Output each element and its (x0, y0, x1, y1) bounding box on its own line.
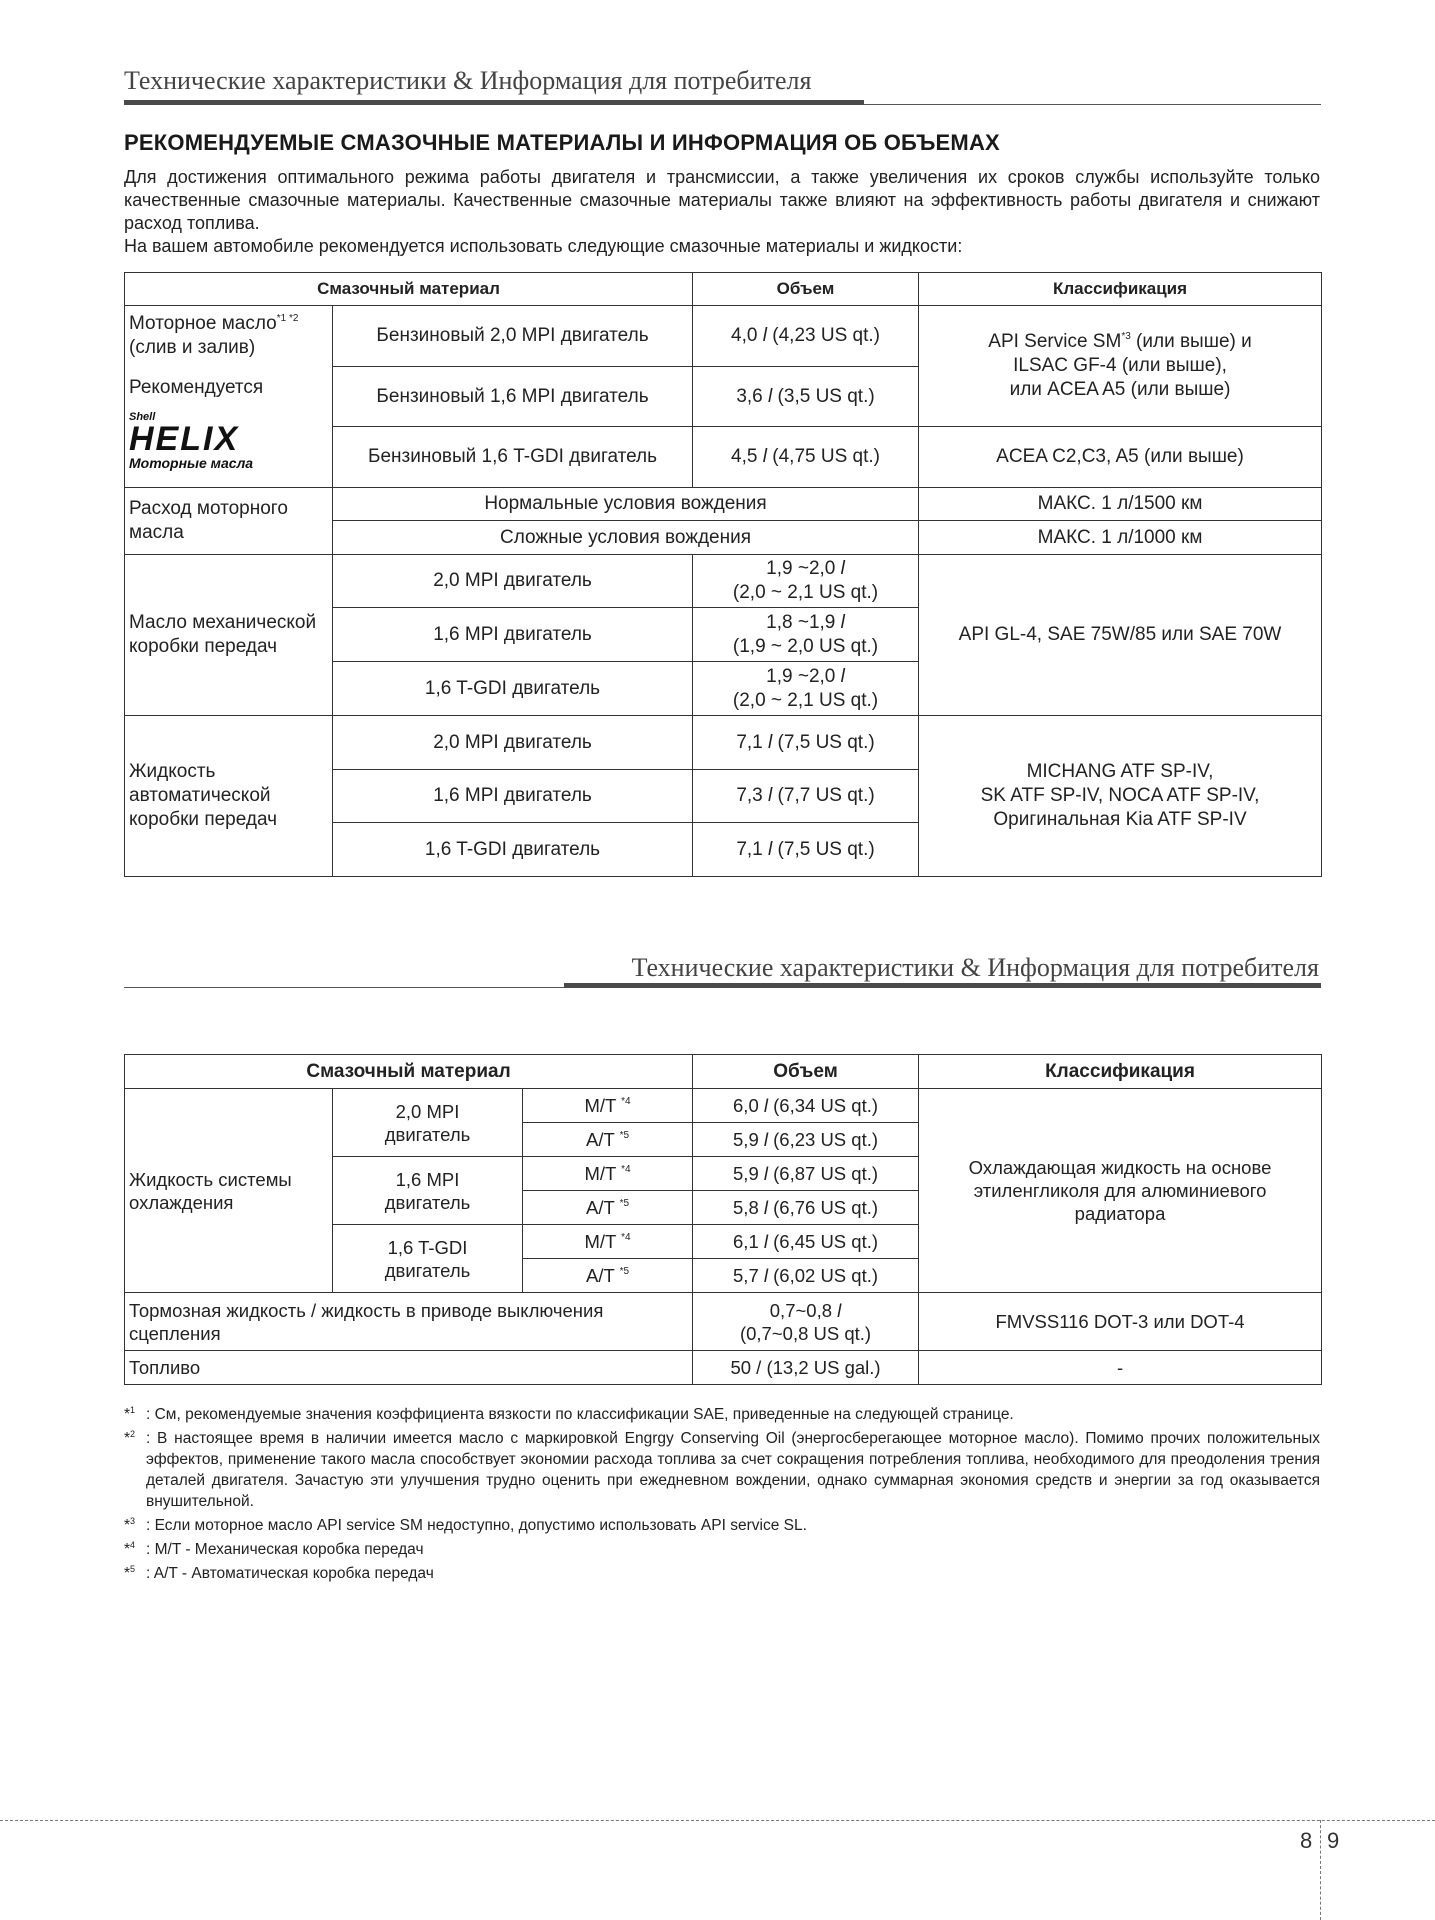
logo-helix-text: HELIX (129, 420, 240, 458)
logo-sub-text: Моторные масла (129, 455, 254, 471)
footnote: *$^3$ : Если моторное масло API service SM недоступно, допустимо использовать API service SL. (124, 1516, 807, 1534)
engine-cell: 1,6 MPI двигатель (333, 1157, 523, 1225)
volume-cell: 4,5 l (4,75 US qt.) (693, 427, 919, 488)
header-mid-rule-thick (564, 983, 1321, 988)
footnote: *$^4$ : M/T - Механическая коробка передач (124, 1540, 424, 1558)
page-header-mid: Технические характеристики & Информация для потребителя (631, 953, 1319, 982)
recommended-label: Рекомендуется (129, 377, 264, 398)
page-trim-line (0, 1820, 1435, 1821)
engine-cell: 1,6 MPI двигатель (333, 608, 693, 662)
intro-text (124, 166, 1320, 258)
volume-cell: 3,6 l (3,5 US qt.) (693, 367, 919, 427)
volume-cell: 50 / (13,2 US gal.) (693, 1351, 919, 1385)
intro-paragraph: Для достижения оптимального режима работы двигателя и трансмиссии, а также увеличения их сроков службы используйте только качественные смазочные материалы. Качественные смазочные материалы также влияют на эффективность работы двигателя и снижают расход топлива. (124, 167, 1320, 233)
condition-cell: Нормальные условия вождения (333, 488, 919, 521)
consumption-value: МАКС. 1 л/1500 км (919, 488, 1322, 521)
volume-cell: 7,3 l (7,7 US qt.) (693, 770, 919, 823)
table-row (125, 1293, 1322, 1351)
fuel-label: Топливо (125, 1351, 693, 1385)
classification-cell: API GL-4, SAE 75W/85 или SAE 70W (919, 555, 1322, 716)
manual-trans-label: Масло механической коробки передач (125, 555, 333, 716)
lubricants-table (124, 272, 1322, 877)
volume-cell: 4,0 l (4,23 US qt.) (693, 306, 919, 367)
engine-cell: 1,6 T-GDI двигатель (333, 1225, 523, 1293)
engine-cell: 1,6 T-GDI двигатель (333, 823, 693, 877)
page-header-top: Технические характеристики & Информация для потребителя (124, 66, 812, 95)
volume-cell: 5,9 l (6,23 US qt.) (693, 1123, 919, 1157)
brake-fluid-label: Тормозная жидкость / жидкость в приводе выключения сцепления (125, 1293, 693, 1351)
trans-cell: M/T $^{*4}$ (523, 1225, 693, 1259)
volume-cell: 1,8 ~1,9 l (1,9 ~ 2,0 US qt.) (693, 608, 919, 662)
condition-cell: Сложные условия вождения (333, 521, 919, 555)
trans-cell: M/T $^{*4}$ (523, 1157, 693, 1191)
volume-cell: 5,7 l (6,02 US qt.) (693, 1259, 919, 1293)
auto-trans-label: Жидкость автоматической коробки передач (125, 716, 333, 877)
page-chapter: 8 (1300, 1828, 1313, 1853)
trans-cell: A/T $^{*5}$ (523, 1191, 693, 1225)
volume-cell: 6,0 l (6,34 US qt.) (693, 1089, 919, 1123)
shell-helix-logo (129, 412, 279, 471)
trans-cell: A/T $^{*5}$ (523, 1123, 693, 1157)
engine-oil-label-2: (слив и залив) (129, 337, 256, 358)
volume-cell: 1,9 ~2,0 l (2,0 ~ 2,1 US qt.) (693, 555, 919, 608)
header-top-rule-thin (864, 104, 1321, 105)
col-header-volume: Объем (693, 1055, 919, 1089)
consumption-label: Расход моторного масла (125, 488, 333, 555)
trans-cell: A/T $^{*5}$ (523, 1259, 693, 1293)
engine-oil-label: Моторное масло$^{*1 *2}$ (129, 313, 299, 334)
engine-oil-label-cell (125, 306, 333, 488)
col-header-lubricant: Смазочный материал (125, 1055, 693, 1089)
trans-cell: M/T $^{*4}$ (523, 1089, 693, 1123)
footnote: *$^2$ : В настоящее время в наличии имеется масло с маркировкой Engrgy Conserving Oil (энергосберегающее моторное масло). Помимо прочих положительных эффектов, применение такого масла способствует экономии расхода топлива за счет сокращения потребления топлива, необходимого для преодоления трения деталей двигателя. Зачастую эти улучшения трудно оценить при ежедневном вождении, однако суммарная экономия средств и энергии за год оказывается внушительной. (124, 1429, 1320, 1510)
col-header-classification: Классификация (919, 273, 1322, 306)
logo-shell-text: Shell (129, 411, 156, 423)
fluids-table (124, 1054, 1322, 1385)
volume-cell: 5,8 l (6,76 US qt.) (693, 1191, 919, 1225)
engine-cell: Бензиновый 1,6 T-GDI двигатель (333, 427, 693, 488)
engine-cell: 2,0 MPI двигатель (333, 1089, 523, 1157)
col-header-lubricant: Смазочный материал (125, 273, 693, 306)
engine-cell: Бензиновый 2,0 MPI двигатель (333, 306, 693, 367)
page-number: 9 (1327, 1828, 1340, 1853)
consumption-value: МАКС. 1 л/1000 км (919, 521, 1322, 555)
classification-cell: MICHANG ATF SP-IV, SK ATF SP-IV, NOCA ATF SP-IV, Оригинальная Kia ATF SP-IV (919, 716, 1322, 877)
page-title: РЕКОМЕНДУЕМЫЕ СМАЗОЧНЫЕ МАТЕРИАЛЫ И ИНФОРМАЦИЯ ОБ ОБЪЕМАХ (124, 130, 1000, 155)
volume-cell: 7,1 l (7,5 US qt.) (693, 823, 919, 877)
engine-cell: 2,0 MPI двигатель (333, 555, 693, 608)
table-row (125, 1089, 1322, 1123)
classification-cell: API Service SM$^{*3}$ (или выше) и ILSAC GF-4 (или выше), или ACEA A5 (или выше) (919, 306, 1322, 427)
table-row (125, 1351, 1322, 1385)
classification-cell: - (919, 1351, 1322, 1385)
table-row (125, 488, 1322, 521)
table-row (125, 716, 1322, 770)
header-top-rule-thick (124, 100, 864, 105)
classification-cell: Охлаждающая жидкость на основе этиленгликоля для алюминиевого радиатора (919, 1089, 1322, 1293)
volume-cell: 6,1 l (6,45 US qt.) (693, 1225, 919, 1259)
coolant-label: Жидкость системы охлаждения (125, 1089, 333, 1293)
engine-cell: 1,6 T-GDI двигатель (333, 662, 693, 716)
footnotes (124, 1404, 1320, 1587)
volume-cell: 1,9 ~2,0 l (2,0 ~ 2,1 US qt.) (693, 662, 919, 716)
engine-cell: 1,6 MPI двигатель (333, 770, 693, 823)
volume-cell: 5,9 l (6,87 US qt.) (693, 1157, 919, 1191)
col-header-volume: Объем (693, 273, 919, 306)
header-mid-rule-thin (124, 987, 564, 988)
col-header-classification: Классификация (919, 1055, 1322, 1089)
table-row (125, 306, 1322, 367)
classification-cell: ACEA C2,C3, A5 (или выше) (919, 427, 1322, 488)
engine-cell: Бензиновый 1,6 MPI двигатель (333, 367, 693, 427)
intro-paragraph: На вашем автомобиле рекомендуется использовать следующие смазочные материалы и жидкости: (124, 236, 963, 256)
classification-cell: FMVSS116 DOT-3 или DOT-4 (919, 1293, 1322, 1351)
footnote: *$^1$ : См, рекомендуемые значения коэффициента вязкости по классификации SAE, приведенные на следующей странице. (124, 1405, 1014, 1423)
volume-cell: 7,1 l (7,5 US qt.) (693, 716, 919, 770)
table-row (125, 555, 1322, 608)
engine-cell: 2,0 MPI двигатель (333, 716, 693, 770)
page-fold-line (1320, 1820, 1321, 1920)
footnote: *$^5$ : A/T - Автоматическая коробка передач (124, 1564, 434, 1582)
volume-cell: 0,7~0,8 l (0,7~0,8 US qt.) (693, 1293, 919, 1351)
